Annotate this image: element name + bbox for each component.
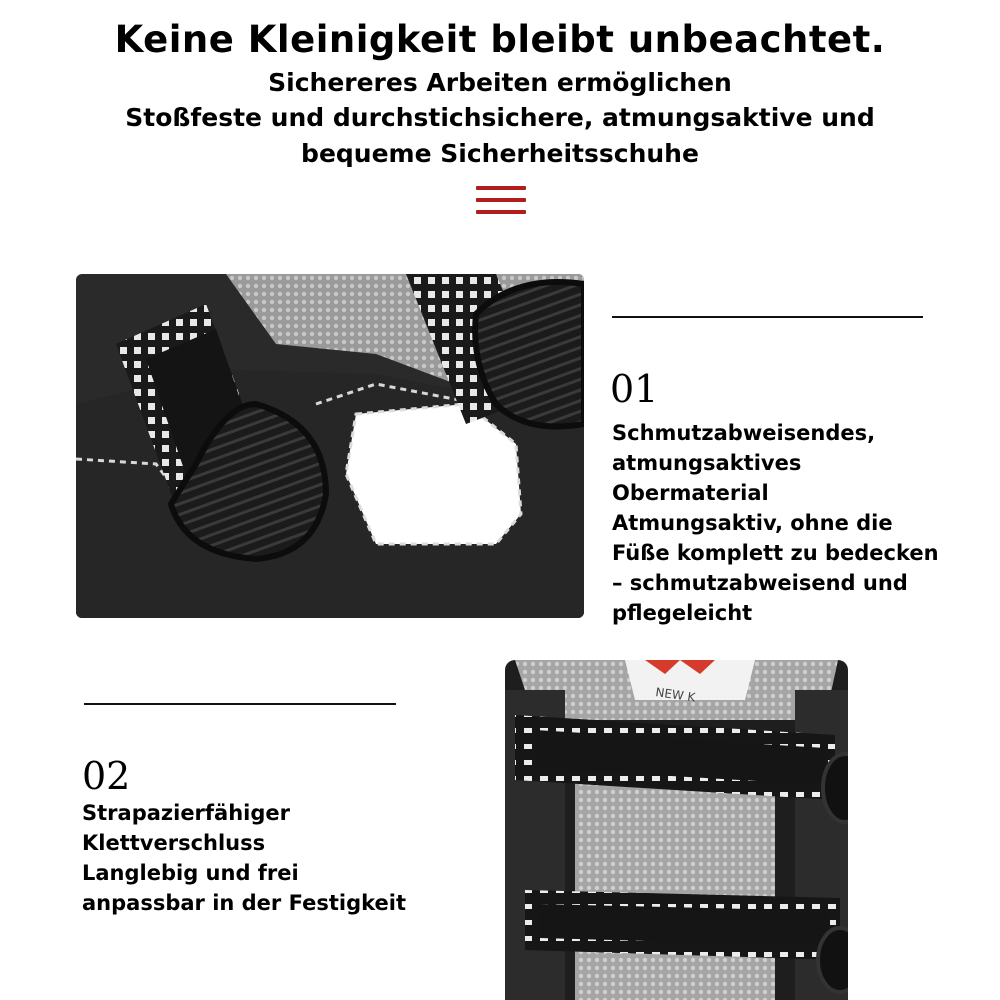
feature-02-line: Klettverschluss bbox=[82, 831, 266, 855]
feature-02-description bbox=[82, 798, 406, 918]
subtitle-line-1: Sichereres Arbeiten ermöglichen bbox=[268, 68, 732, 97]
shoe-logo-text: NEW K bbox=[654, 685, 697, 705]
feature-01-number: 01 bbox=[610, 367, 659, 411]
feature-01-line: Schmutzabweisendes, bbox=[612, 421, 876, 445]
page-headline: Keine Kleinigkeit bleibt unbeachtet. bbox=[114, 18, 886, 61]
subtitle-line-2: Stoßfeste und durchstichsichere, atmungsaktive und bbox=[125, 103, 875, 132]
feature-02-line: Langlebig und frei bbox=[82, 861, 299, 885]
feature-01-line: Füße komplett zu bedecken bbox=[612, 541, 939, 565]
feature-02-line: Strapazierfähiger bbox=[82, 801, 291, 825]
feature-01-divider bbox=[612, 316, 923, 318]
feature-01-description bbox=[612, 418, 939, 628]
subtitle-line-3: bequeme Sicherheitsschuhe bbox=[301, 139, 699, 168]
feature-02-line: anpassbar in der Festigkeit bbox=[82, 891, 406, 915]
feature-02-divider bbox=[84, 703, 396, 705]
feature-01-line: Atmungsaktiv, ohne die bbox=[612, 511, 893, 535]
feature-01-line: atmungsaktives bbox=[612, 451, 802, 475]
feature-01-line: pflegeleicht bbox=[612, 601, 753, 625]
feature-01-line: Obermaterial bbox=[612, 481, 769, 505]
shoe-velcro-straps-photo bbox=[505, 660, 848, 1000]
hamburger-icon bbox=[476, 186, 526, 216]
shoe-velcro-closeup-photo bbox=[76, 274, 584, 618]
feature-02-number: 02 bbox=[82, 754, 131, 798]
feature-01-line: – schmutzabweisend und bbox=[612, 571, 908, 595]
